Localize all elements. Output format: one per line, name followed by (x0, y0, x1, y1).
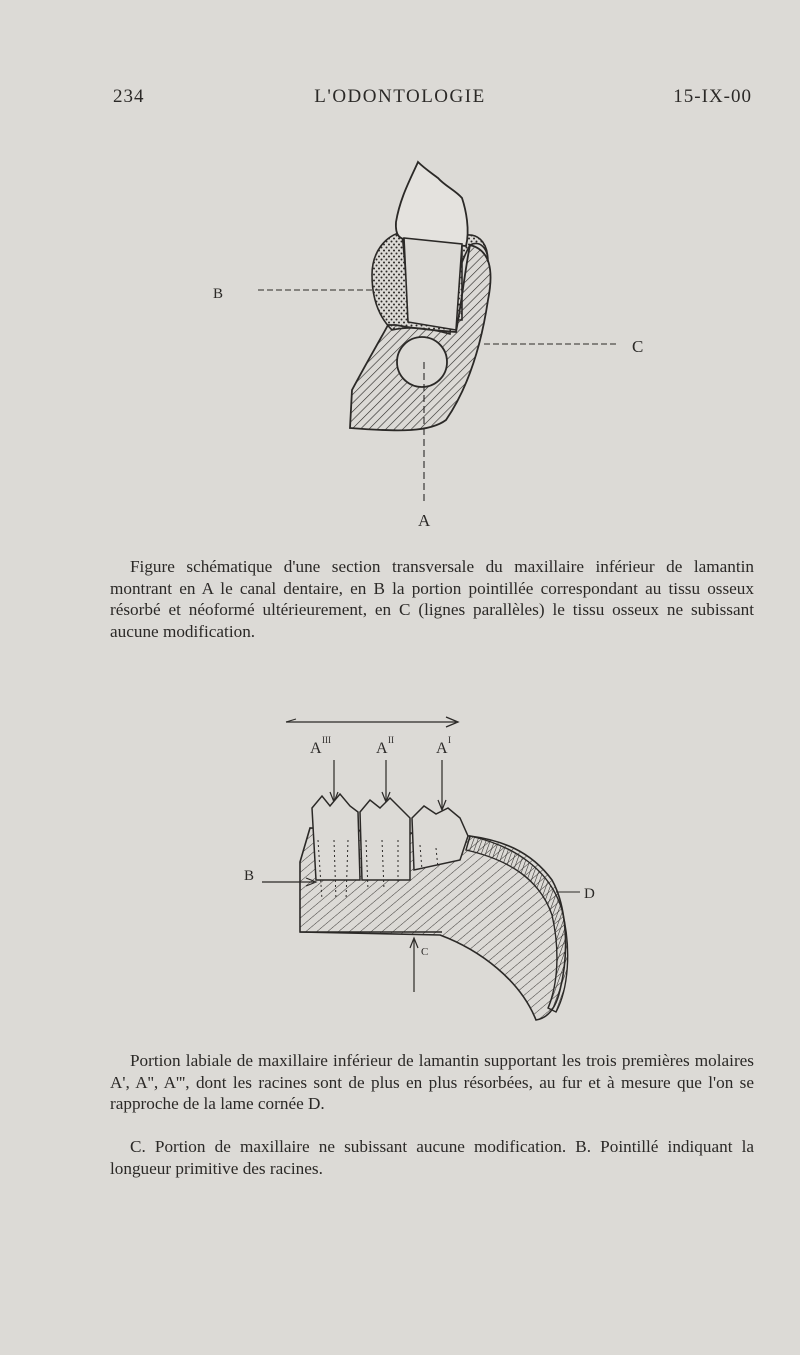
dental-canal (397, 337, 447, 387)
figure-2-molars (0, 700, 800, 1040)
figure-1-jaw-section (0, 0, 800, 540)
page-number: 234 (113, 86, 145, 107)
molar-a2 (360, 798, 410, 880)
label-a1-sup: I (448, 735, 451, 745)
tooth (396, 162, 468, 246)
figure-1-caption: Figure schématique d'une section transversale du maxillaire inférieur de lamantin montrant en A le canal dentaire, en B la portion pointillée correspondant au tissu osseux résorbé et néoformé ultérieurement, en C (lignes parallèles) le tissu osseux ne subissant aucune modification. (110, 557, 754, 641)
label-a1: A (436, 740, 448, 757)
figure-2-caption-note: C. Portion de maxillaire ne subissant aucune modification. B. Pointillé indiquant la longueur primitive des racines. (110, 1137, 754, 1178)
label-d: D (584, 886, 595, 902)
molar-a3 (312, 794, 360, 880)
label-a3: A (310, 740, 322, 757)
molar-a1 (412, 806, 468, 870)
label-b-2: B (244, 868, 255, 884)
figure-2-caption: Portion labiale de maxillaire inférieur de lamantin supportant les trois premières molaires A', A'', A''', dont les racines sont de plus en plus résorbées, au fur et à mesure que l'on se rapproche de la lame cornée D. (110, 1051, 754, 1113)
label-a2: A (376, 740, 388, 757)
label-c-2: C (421, 946, 429, 958)
label-c: C (632, 337, 644, 356)
label-a3-sup: III (322, 735, 331, 745)
issue-date: 15-IX-00 (673, 86, 752, 107)
label-b: B (213, 286, 224, 302)
running-title: L'ODONTOLOGIE (314, 86, 486, 107)
label-a2-sup: II (388, 735, 394, 745)
label-a: A (418, 511, 431, 530)
tooth-root (404, 238, 462, 330)
